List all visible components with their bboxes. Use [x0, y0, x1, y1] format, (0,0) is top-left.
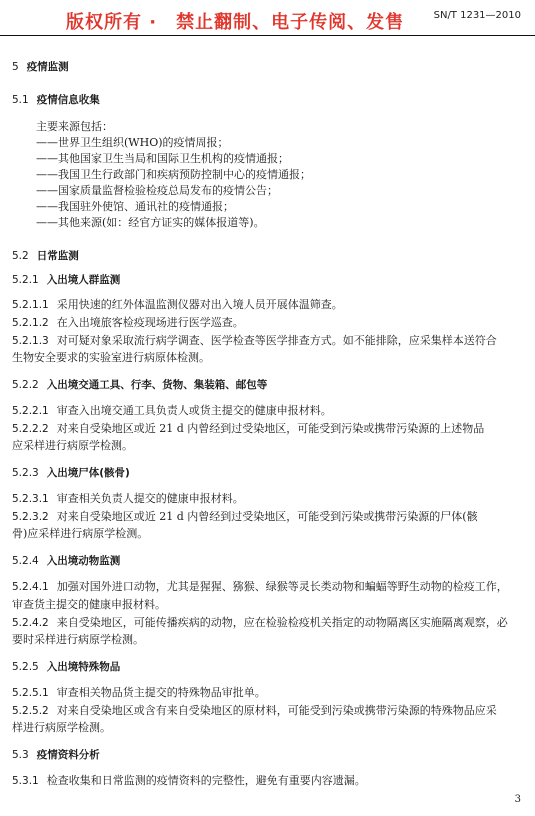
watermark: 版权所有 · 禁止翻制、电子传阅、发售 — [66, 12, 405, 33]
text-line — [12, 704, 497, 718]
clause-number: 5.3.1 — [12, 775, 39, 787]
section-heading — [12, 93, 100, 107]
heading-text: 疫情监测 — [26, 61, 69, 73]
clause-text: ——我国卫生行政部门和疾病预防控制中心的疫情通报； — [36, 168, 311, 181]
text-line — [12, 721, 111, 734]
header-rule — [0, 35, 535, 36]
clause-text: 检查收集和日常监测的疫情资料的完整性，避免有重要内容遗漏。 — [46, 774, 366, 787]
text-line — [36, 136, 229, 149]
section-heading — [12, 273, 120, 287]
clause-text: 审查相关负责人提交的健康申报材料。 — [56, 492, 244, 505]
text-line — [12, 404, 332, 418]
section-heading — [12, 554, 120, 568]
clause-text: ——世界卫生组织(WHO)的疫情周报； — [36, 136, 229, 149]
clause-number: 5.2.1.1 — [12, 299, 49, 311]
text-line — [12, 492, 244, 506]
clause-text: 对来自受染地区或近 21 d 内曾经到过受染地区，可能受到污染或携带污染源的尸体(骸 — [56, 510, 478, 523]
section-heading — [12, 466, 130, 480]
clause-text: 生物安全要求的实验室进行病原体检测。 — [12, 351, 210, 364]
clause-number: 5.2.4.1 — [12, 581, 49, 593]
text-line — [12, 510, 478, 524]
clause-number: 5.2.4 — [12, 555, 39, 567]
clause-number: 5.3 — [12, 749, 29, 761]
clause-text: 采用快速的红外体温监测仪器对出入境人员开展体温筛查。 — [56, 298, 343, 311]
text-line — [36, 120, 113, 133]
clause-number: 5.2.5 — [12, 661, 39, 673]
clause-text: ——我国驻外使馆、通讯社的疫情通报； — [36, 200, 234, 213]
text-line — [12, 686, 266, 700]
text-line — [12, 527, 148, 540]
section-heading — [12, 748, 100, 762]
text-line — [12, 580, 508, 594]
section-heading — [12, 660, 120, 674]
heading-text: 日常监测 — [36, 250, 79, 262]
text-line — [12, 351, 210, 364]
clause-number: 5.2.1.3 — [12, 335, 49, 347]
clause-text: 在入出境旅客检疫现场进行医学巡查。 — [56, 316, 244, 329]
clause-text: 对来自受染地区或近 21 d 内曾经到过受染地区，可能受到污染或携带污染源的上述物品 — [56, 422, 485, 435]
clause-text: 骨)应采样进行病原学检测。 — [12, 527, 149, 540]
heading-text: 入出境特殊物品 — [46, 661, 121, 673]
clause-text: ——其他来源(如：经官方证实的媒体报道等)。 — [36, 216, 265, 229]
clause-number: 5.2.3.2 — [12, 511, 49, 523]
text-line — [12, 439, 133, 452]
clause-number: 5.2 — [12, 250, 29, 262]
clause-text: 对来自受染地区或含有来自受染地区的原材料，可能受到污染或携带污染源的特殊物品应采 — [56, 704, 497, 717]
heading-text: 入出境交通工具、行李、货物、集装箱、邮包等 — [46, 379, 268, 391]
clause-number: 5.1 — [12, 94, 29, 106]
clause-text: 应采样进行病原学检测。 — [12, 439, 133, 452]
heading-text: 入出境尸体(骸骨) — [46, 467, 130, 479]
text-line — [12, 422, 484, 436]
clause-number: 5.2.2.2 — [12, 423, 49, 435]
text-line — [12, 298, 343, 312]
clause-text: 审查入出境交通工具负责人或货主提交的健康申报材料。 — [56, 404, 332, 417]
clause-number: 5.2.1 — [12, 274, 39, 286]
clause-text: 对可疑对象采取流行病学调查、医学检查等医学排查方式。如不能排除，应采集样本送符合 — [56, 334, 497, 347]
clause-number: 5.2.2.1 — [12, 405, 49, 417]
text-line — [12, 598, 166, 611]
text-line — [12, 316, 244, 330]
text-line — [12, 633, 144, 646]
clause-text: 来自受染地区，可能传播疾病的动物，应在检验检疫机关指定的动物隔离区实施隔离观察，必 — [56, 616, 508, 629]
standard-number: SN/T 1231—2010 — [433, 10, 521, 21]
clause-text: ——国家质量监督检验检疫总局发布的疫情公告； — [36, 184, 278, 197]
heading-text: 疫情信息收集 — [36, 94, 100, 106]
clause-number: 5.2.4.2 — [12, 617, 49, 629]
clause-number: 5.2.3.1 — [12, 493, 49, 505]
clause-number: 5.2.2 — [12, 379, 39, 391]
text-line — [12, 616, 508, 630]
text-line — [36, 184, 278, 197]
clause-number: 5.2.1.2 — [12, 317, 49, 329]
clause-number: 5.2.3 — [12, 467, 39, 479]
heading-text: 入出境动物监测 — [46, 555, 121, 567]
clause-text: 审查货主提交的健康申报材料。 — [12, 598, 166, 611]
heading-text: 疫情资料分析 — [36, 749, 100, 761]
clause-number: 5.2.5.1 — [12, 687, 49, 699]
clause-number: 5 — [12, 61, 19, 73]
text-line — [36, 216, 265, 229]
clause-text: 主要来源包括： — [36, 120, 113, 133]
text-line — [36, 168, 311, 181]
heading-text: 入出境人群监测 — [46, 274, 121, 286]
text-line — [12, 774, 366, 788]
section-heading — [12, 378, 267, 392]
text-line — [36, 200, 234, 213]
section-heading — [12, 60, 69, 74]
clause-text: 加强对国外进口动物，尤其是猩猩、猕猴、绿猴等灵长类动物和蝙蝠等野生动物的检疫工作， — [56, 580, 508, 593]
clause-number: 5.2.5.2 — [12, 705, 49, 717]
clause-text: 要时采样进行病原学检测。 — [12, 633, 144, 646]
text-line — [36, 152, 289, 165]
clause-text: ——其他国家卫生当局和国际卫生机构的疫情通报； — [36, 152, 289, 165]
clause-text: 样进行病原学检测。 — [12, 721, 111, 734]
clause-text: 审查相关物品货主提交的特殊物品审批单。 — [56, 686, 266, 699]
page-number: 3 — [514, 794, 521, 805]
section-heading — [12, 249, 79, 263]
text-line — [12, 334, 497, 348]
